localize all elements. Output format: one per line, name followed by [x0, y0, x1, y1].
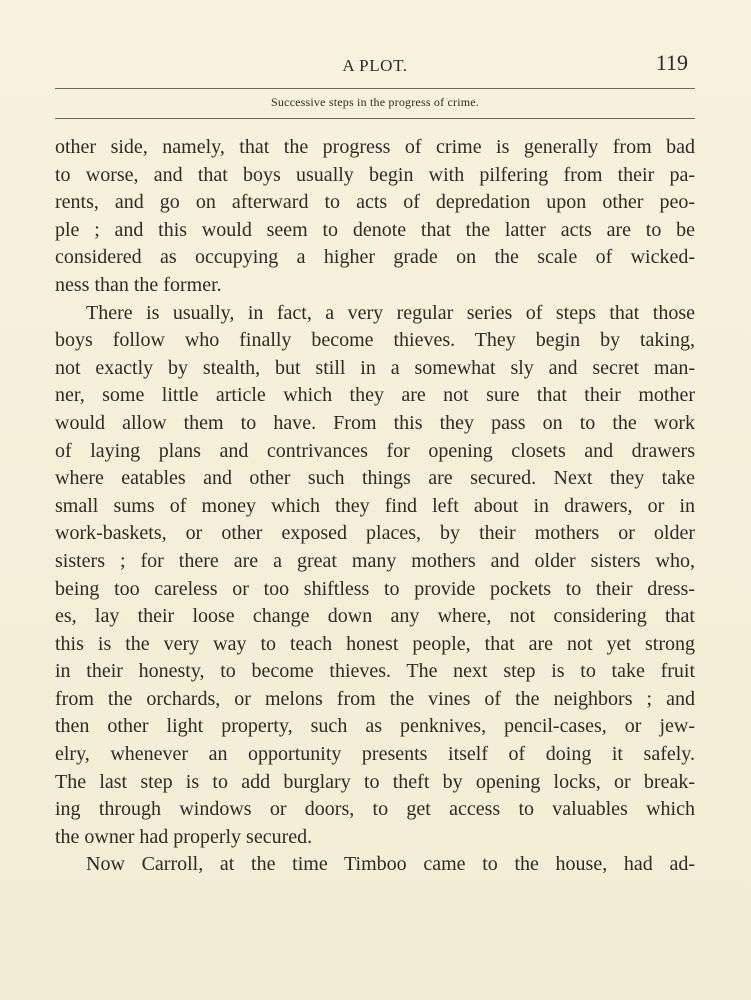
- body-line: in their honesty, to become thieves. The next step is to take fruit: [55, 660, 695, 683]
- body-line: work-baskets, or other exposed places, by their mothers or older: [55, 522, 695, 545]
- page-number: 119: [655, 50, 688, 75]
- body-line: considered as occupying a higher grade on the scale of wicked-: [55, 246, 695, 269]
- body-line: sisters ; for there are a great many mothers and older sisters who,: [55, 549, 695, 572]
- body-line: elry, whenever an opportunity presents itself of doing it safely.: [55, 743, 695, 766]
- body-line: the owner had properly secured.: [55, 825, 313, 848]
- body-line: being too careless or too shiftless to provide pockets to their dress-: [55, 577, 695, 600]
- running-title: A PLOT.: [342, 56, 408, 75]
- body-line: this is the very way to teach honest people, that are not yet strong: [55, 632, 695, 655]
- body-line: other side, namely, that the progress of crime is generally from bad: [55, 136, 695, 158]
- body-line: ing through windows or doors, to get access to valuables which: [55, 798, 695, 821]
- body-line: ple ; and this would seem to denote that the latter acts are to be: [55, 218, 695, 241]
- header-top-rule: [55, 88, 695, 89]
- body-line: to worse, and that boys usually begin with pilfering from their pa-: [55, 163, 695, 186]
- header-bottom-rule: [55, 118, 695, 119]
- body-line: ner, some little article which they are not sure that their mother: [55, 384, 695, 407]
- body-line: from the orchards, or melons from the vines of the neighbors ; and: [55, 687, 695, 710]
- body-line: There is usually, in fact, a very regular series of steps that those: [86, 301, 695, 324]
- body-line: then other light property, such as penknives, pencil-cases, or jew-: [55, 715, 695, 738]
- body-line: would allow them to have. From this they pass on to the work: [55, 411, 695, 434]
- body-line: Now Carroll, at the time Timboo came to the house, had ad-: [86, 853, 695, 876]
- running-header: [55, 48, 695, 76]
- body-line: boys follow who finally become thieves. They begin by taking,: [55, 329, 695, 352]
- page-subtitle: Successive steps in the progress of crime.: [270, 95, 480, 109]
- body-line: where eatables and other such things are secured. Next they take: [55, 467, 695, 490]
- body-line: es, lay their loose change down any where, not considering that: [55, 605, 695, 628]
- body-line: rents, and go on afterward to acts of depredation upon other peo-: [55, 191, 695, 214]
- body-line: not exactly by stealth, but still in a somewhat sly and secret man-: [55, 356, 695, 379]
- body-line: small sums of money which they find left about in drawers, or in: [55, 494, 695, 517]
- body-line: of laying plans and contrivances for opening closets and drawers: [55, 439, 695, 462]
- body-line: ness than the former.: [55, 273, 222, 296]
- body-text: [55, 134, 695, 879]
- body-line: The last step is to add burglary to theft by opening locks, or break-: [55, 770, 695, 793]
